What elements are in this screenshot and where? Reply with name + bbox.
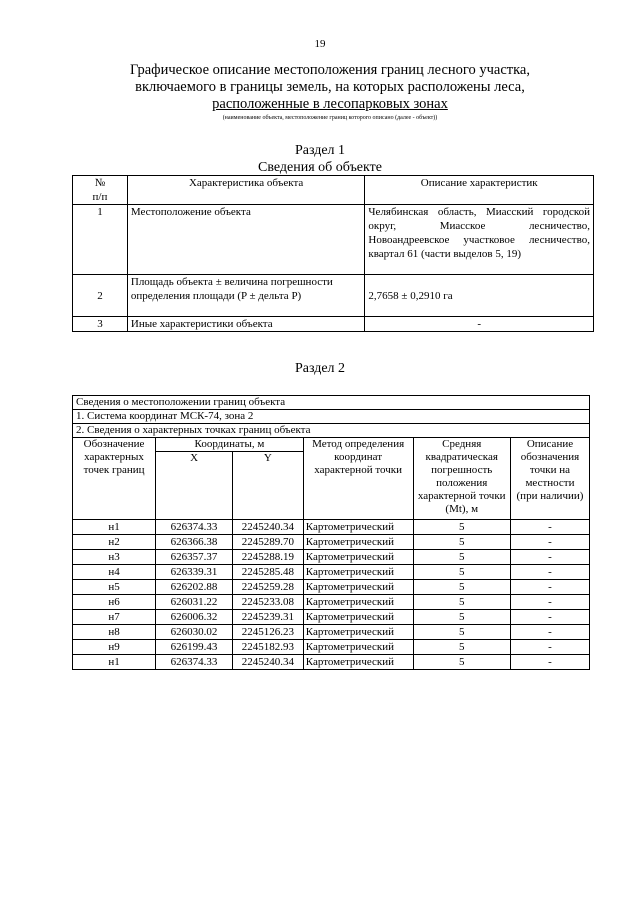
info-cell: 2. Сведения о характерных точках границ объекта <box>73 424 590 438</box>
point-x: 626199.43 <box>156 640 233 655</box>
point-x: 626030.02 <box>156 625 233 640</box>
point-mt: 5 <box>413 565 510 580</box>
point-y: 2245289.70 <box>233 535 304 550</box>
point-x: 626357.37 <box>156 550 233 565</box>
table-row <box>73 640 590 655</box>
section2-heading: Раздел 2 <box>294 361 346 376</box>
point-y: 2245285.48 <box>233 565 304 580</box>
point-name: н3 <box>73 550 156 565</box>
table-row <box>73 565 590 580</box>
page-number: 19 <box>314 38 326 50</box>
point-name: н7 <box>73 610 156 625</box>
info-row <box>73 410 590 424</box>
point-desc: - <box>510 520 589 535</box>
header-num <box>73 176 128 205</box>
object-info-table <box>72 175 594 332</box>
point-desc: - <box>510 580 589 595</box>
row-name: Местоположение объекта <box>127 205 365 275</box>
point-method: Картометрический <box>303 595 413 610</box>
point-desc: - <box>510 655 589 670</box>
title-line-2: включаемого в границы земель, на которых расположены леса, <box>135 79 525 95</box>
table-row <box>73 550 590 565</box>
info-row <box>73 424 590 438</box>
point-x: 626031.22 <box>156 595 233 610</box>
point-y: 2245126.23 <box>233 625 304 640</box>
point-y: 2245240.34 <box>233 520 304 535</box>
point-method: Картометрический <box>303 625 413 640</box>
point-x: 626374.33 <box>156 655 233 670</box>
row-num: 3 <box>73 317 128 332</box>
boundary-points-table <box>72 395 590 670</box>
row-name: Иные характеристики объекта <box>127 317 365 332</box>
row-value: 2,7658 ± 0,2910 га <box>365 275 594 317</box>
point-y: 2245288.19 <box>233 550 304 565</box>
point-name: н8 <box>73 625 156 640</box>
point-method: Картометрический <box>303 520 413 535</box>
point-desc: - <box>510 595 589 610</box>
point-name: н2 <box>73 535 156 550</box>
table-row <box>73 625 590 640</box>
info-cell: Сведения о местоположении границ объекта <box>73 396 590 410</box>
point-method: Картометрический <box>303 610 413 625</box>
title-line-3: расположенные в лесопарковых зонах <box>212 96 448 112</box>
document-title <box>60 62 600 113</box>
header-y: Y <box>233 452 304 520</box>
section1-subheading: Сведения об объекте <box>258 160 382 175</box>
point-method: Картометрический <box>303 655 413 670</box>
point-desc: - <box>510 640 589 655</box>
point-method: Картометрический <box>303 565 413 580</box>
point-desc: - <box>510 535 589 550</box>
point-method: Картометрический <box>303 640 413 655</box>
points-body <box>73 520 590 670</box>
point-mt: 5 <box>413 655 510 670</box>
header-point: Обозначение характерных точек границ <box>73 438 156 520</box>
point-mt: 5 <box>413 520 510 535</box>
row-name: Площадь объекта ± величина погрешности определения площади (P ± дельта P) <box>127 275 365 317</box>
table-row <box>73 580 590 595</box>
point-mt: 5 <box>413 535 510 550</box>
point-mt: 5 <box>413 580 510 595</box>
point-name: н1 <box>73 655 156 670</box>
point-mt: 5 <box>413 640 510 655</box>
point-name: н6 <box>73 595 156 610</box>
header-error: Средняя квадратическая погрешность положения характерной точки (Mt), м <box>413 438 510 520</box>
row-num: 2 <box>73 275 128 317</box>
table-row <box>73 520 590 535</box>
title-note: (наименование объекта, местоположение границ которого описано (далее - объект)) <box>222 115 438 121</box>
point-name: н4 <box>73 565 156 580</box>
point-desc: - <box>510 625 589 640</box>
point-mt: 5 <box>413 595 510 610</box>
point-x: 626339.31 <box>156 565 233 580</box>
info-row <box>73 396 590 410</box>
table-header-row <box>73 438 590 452</box>
row-value: - <box>365 317 594 332</box>
table-row <box>73 610 590 625</box>
header-desc: Описание обозначения точки на местности (при наличии) <box>510 438 589 520</box>
point-desc: - <box>510 550 589 565</box>
section1-heading: Раздел 1 <box>294 143 346 158</box>
point-x: 626202.88 <box>156 580 233 595</box>
table-row <box>73 205 594 275</box>
point-y: 2245233.08 <box>233 595 304 610</box>
point-mt: 5 <box>413 550 510 565</box>
point-y: 2245182.93 <box>233 640 304 655</box>
point-y: 2245259.28 <box>233 580 304 595</box>
point-desc: - <box>510 565 589 580</box>
point-x: 626374.33 <box>156 520 233 535</box>
point-x: 626006.32 <box>156 610 233 625</box>
table-header-row <box>73 176 594 205</box>
table-row <box>73 275 594 317</box>
table-row <box>73 317 594 332</box>
header-characteristic: Характеристика объекта <box>127 176 365 205</box>
point-method: Картометрический <box>303 550 413 565</box>
title-line-1: Графическое описание местоположения границ лесного участка, <box>130 62 530 78</box>
table-row <box>73 535 590 550</box>
header-coords: Координаты, м <box>156 438 304 452</box>
point-desc: - <box>510 610 589 625</box>
info-cell: 1. Система координат МСК-74, зона 2 <box>73 410 590 424</box>
table-row <box>73 595 590 610</box>
header-x: X <box>156 452 233 520</box>
header-description: Описание характеристик <box>365 176 594 205</box>
point-name: н1 <box>73 520 156 535</box>
point-name: н9 <box>73 640 156 655</box>
point-mt: 5 <box>413 610 510 625</box>
header-num-line2: п/п <box>92 191 108 203</box>
point-name: н5 <box>73 580 156 595</box>
point-y: 2245239.31 <box>233 610 304 625</box>
row-num: 1 <box>73 205 128 275</box>
header-method: Метод определения координат характерной точки <box>303 438 413 520</box>
point-method: Картометрический <box>303 535 413 550</box>
header-num-line1: № <box>94 177 106 189</box>
table-row <box>73 655 590 670</box>
point-y: 2245240.34 <box>233 655 304 670</box>
point-mt: 5 <box>413 625 510 640</box>
row-value: Челябинская область, Миасский городской округ, Миасское лесничество, Новоандреевское участковое лесничество, квартал 61 (части выделов 5, 19) <box>365 205 594 275</box>
point-x: 626366.38 <box>156 535 233 550</box>
point-method: Картометрический <box>303 580 413 595</box>
